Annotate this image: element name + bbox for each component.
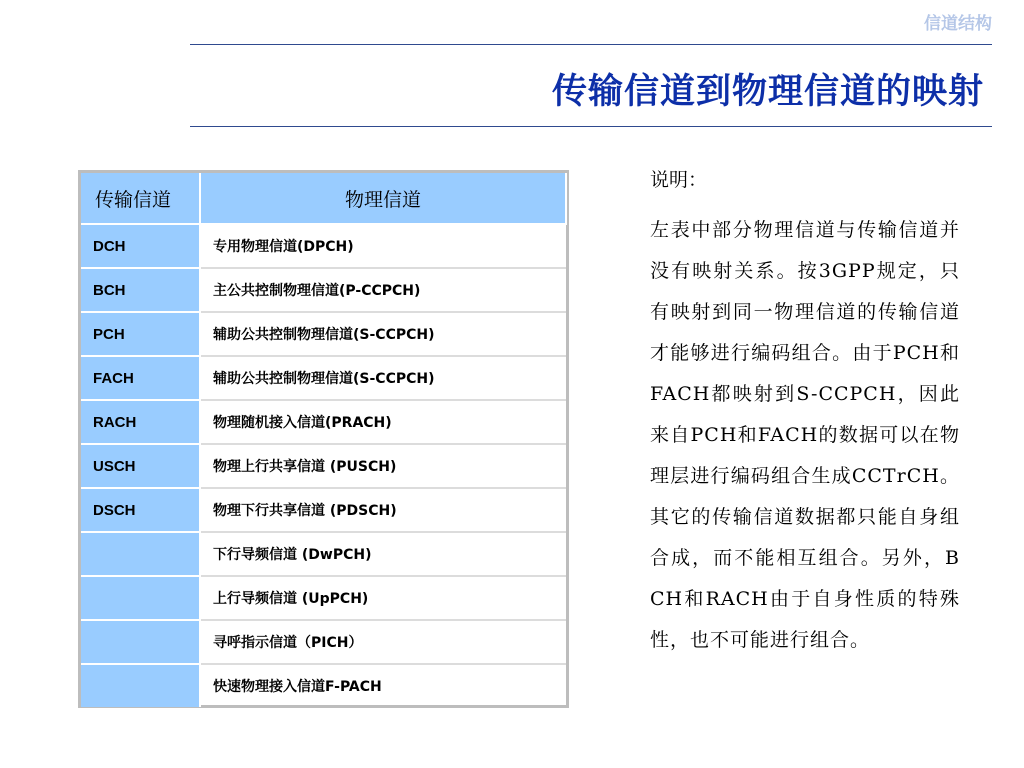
- channel-mapping-table-frame: [78, 170, 569, 708]
- title-rule-top: [190, 44, 992, 45]
- transport-channel-cell: USCH: [81, 444, 200, 488]
- notes-title: 说明：: [650, 169, 708, 191]
- col-header-physical: 物理信道: [200, 173, 566, 224]
- notes-body: 左表中部分物理信道与传输信道并没有映射关系。按3GPP规定，只有映射到同一物理信道的传输信道才能够进行编码组合。由于PCH和FACH都映射到S-CCPCH，因此来自PCH和FACH的数据可以在物理层进行编码组合生成CCTrCH。其它的传输信道数据都只能自身组合成，而不能相互组合。另外，BCH和RACH由于自身性质的特殊性，也不可能进行组合。: [650, 219, 960, 651]
- physical-channel-cell: 寻呼指示信道（PICH）: [200, 620, 566, 664]
- notes-panel: [650, 164, 960, 661]
- transport-channel-cell: RACH: [81, 400, 200, 444]
- channel-mapping-table: [81, 173, 567, 707]
- physical-channel-cell: 下行导频信道 (DwPCH): [200, 532, 566, 576]
- slide-title: 传输信道到物理信道的映射: [551, 72, 984, 112]
- table-row: [81, 268, 566, 312]
- physical-channel-cell: 专用物理信道(DPCH): [200, 224, 566, 268]
- transport-channel-cell: BCH: [81, 268, 200, 312]
- transport-channel-cell: DSCH: [81, 488, 200, 532]
- physical-channel-cell: 辅助公共控制物理信道(S-CCPCH): [200, 312, 566, 356]
- table-row: [81, 620, 566, 664]
- table-row: [81, 576, 566, 620]
- physical-channel-cell: 物理上行共享信道 (PUSCH): [200, 444, 566, 488]
- physical-channel-cell: 辅助公共控制物理信道(S-CCPCH): [200, 356, 566, 400]
- transport-channel-cell: [81, 620, 200, 664]
- table-row: [81, 400, 566, 444]
- transport-channel-cell: [81, 664, 200, 707]
- physical-channel-cell: 上行导频信道 (UpPCH): [200, 576, 566, 620]
- physical-channel-cell: 物理下行共享信道 (PDSCH): [200, 488, 566, 532]
- col-header-transport: 传输信道: [81, 173, 200, 224]
- physical-channel-cell: 物理随机接入信道(PRACH): [200, 400, 566, 444]
- transport-channel-cell: [81, 576, 200, 620]
- transport-channel-cell: [81, 532, 200, 576]
- physical-channel-cell: 快速物理接入信道F-PACH: [213, 679, 382, 695]
- table-row: [81, 224, 566, 268]
- title-rule-bottom: [190, 126, 992, 127]
- table-row: [81, 532, 566, 576]
- table-row: [81, 356, 566, 400]
- transport-channel-cell: FACH: [81, 356, 200, 400]
- transport-channel-cell: DCH: [81, 224, 200, 268]
- table-row: [81, 488, 566, 532]
- section-tag: 信道结构: [924, 14, 992, 34]
- transport-channel-cell: PCH: [81, 312, 200, 356]
- physical-channel-cell: 主公共控制物理信道(P-CCPCH): [200, 268, 566, 312]
- table-header-row: [81, 173, 566, 224]
- table-row: [81, 664, 566, 707]
- table-row: [81, 444, 566, 488]
- table-row: [81, 312, 566, 356]
